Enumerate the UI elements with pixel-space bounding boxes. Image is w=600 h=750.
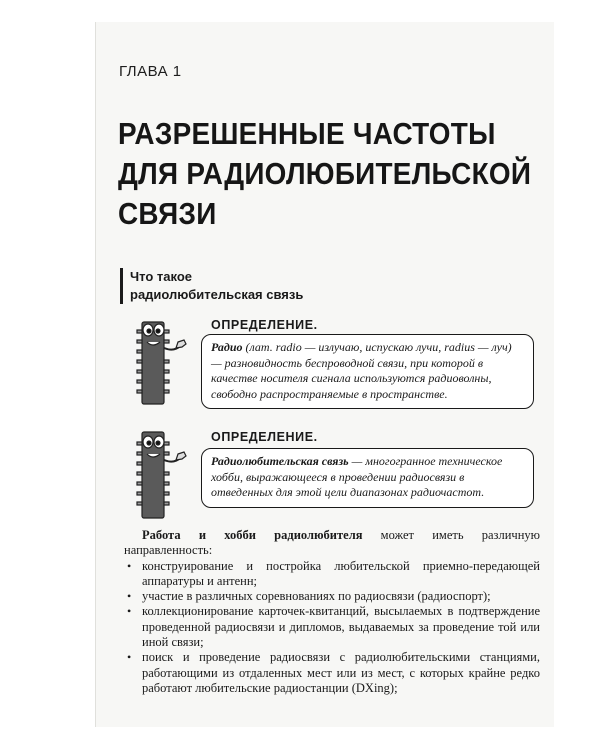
bullet-icon: • — [127, 558, 132, 573]
section-heading — [120, 268, 303, 304]
intro-rest: может иметь различную направленность: — [124, 528, 540, 558]
definition-label: ОПРЕДЕЛЕНИЕ. — [211, 430, 318, 444]
title-line: ДЛЯ РАДИОЛЮБИТЕЛЬСКОЙ — [118, 156, 532, 191]
section-heading-line: Что такое — [130, 269, 192, 284]
list-item — [124, 559, 540, 590]
microchip-mascot-icon — [128, 424, 194, 524]
title-line: РАЗРЕШЕННЫЕ ЧАСТОТЫ — [118, 116, 496, 151]
list-item-text: поиск и проведение радиосвязи с радиолюбительскими станциями, работающими из отдаленных мест или из мест, с которых крайне редко работают любительские радиостанции (DXing); — [142, 650, 540, 695]
list-item — [124, 650, 540, 696]
definition-term: Радиолюбительская связь — [211, 454, 349, 468]
definition-text: (лат. radio — излучаю, испускаю лучи, radius — луч) — разновидность беспроводной связи, при которой в качестве носителя сигнала используются радиоволны, свободно распространяемые в пространстве. — [211, 340, 512, 401]
hobby-list — [124, 559, 540, 697]
title-line: СВЯЗИ — [118, 196, 217, 231]
microchip-mascot-icon — [128, 308, 194, 408]
list-item — [124, 604, 540, 650]
body-text — [124, 528, 540, 696]
definition-label: ОПРЕДЕЛЕНИЕ. — [211, 318, 318, 332]
bullet-icon: • — [127, 604, 132, 619]
definition-text: — многогранное техническое хобби, выражающееся в проведении радиосвязи в отведенных для этой цели диапазонах радиочастот. — [211, 454, 503, 499]
list-item-text: конструирование и постройка любительской приемно-передающей аппаратуры и антенн; — [142, 558, 540, 588]
list-item — [124, 589, 540, 604]
intro-bold: Работа и хобби радиолюбителя — [142, 528, 363, 542]
bullet-icon: • — [127, 650, 132, 665]
list-item-text: коллекционирование карточек-квитанций, высылаемых в подтверждение проведенной радиосвязи и дипломов, выдаваемых за проведение той или иной связи; — [142, 604, 540, 650]
intro-paragraph — [124, 528, 540, 559]
list-item-text: участие в различных соревнованиях по радиосвязи (радиоспорт); — [142, 589, 491, 604]
definition-box — [201, 448, 534, 508]
chapter-title — [118, 114, 532, 234]
definition-term: Радио — [211, 340, 243, 354]
bullet-icon: • — [127, 589, 132, 604]
chapter-label: ГЛАВА 1 — [119, 63, 182, 80]
section-heading-line: радиолюбительская связь — [130, 287, 304, 302]
definition-box — [201, 334, 534, 409]
